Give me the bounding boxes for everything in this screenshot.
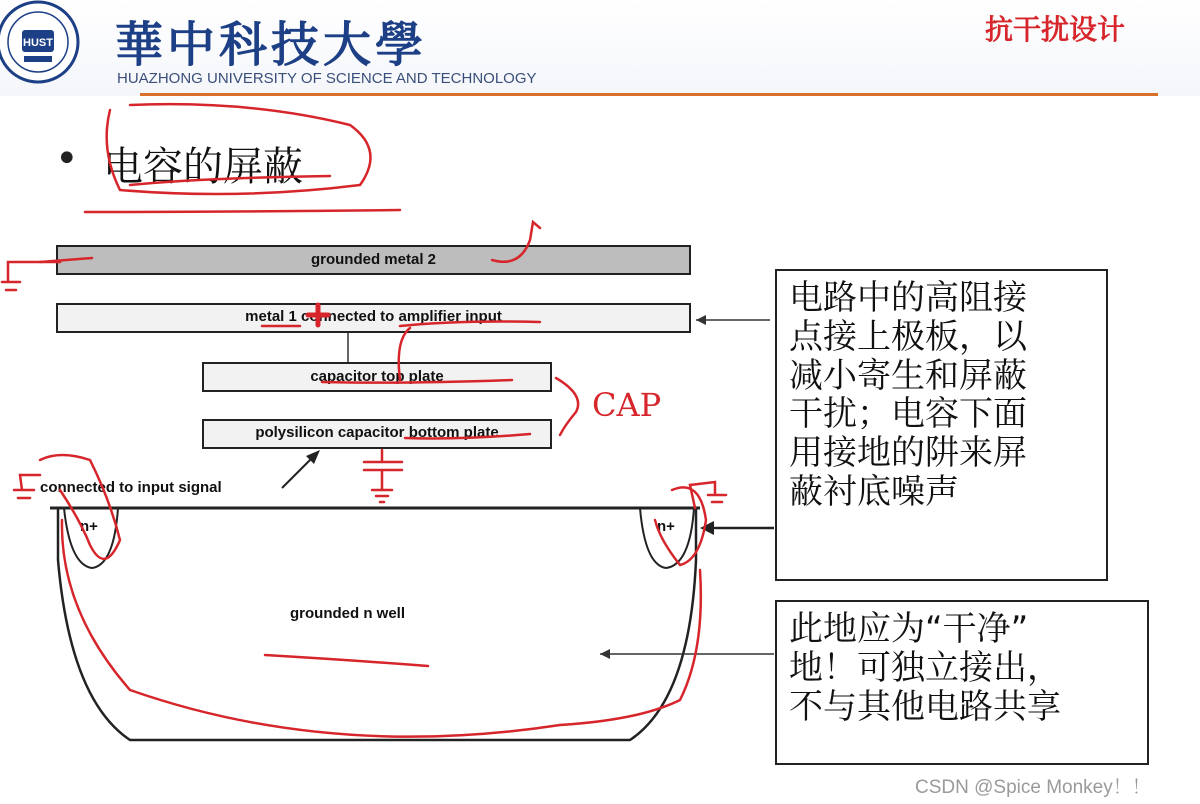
cap-bottom-label: polysilicon capacitor bottom plate xyxy=(255,424,499,441)
red-cross-mark xyxy=(308,305,328,325)
connect-stroke xyxy=(399,328,410,380)
nwell-underline xyxy=(265,655,428,666)
title-underline-stroke xyxy=(85,210,400,212)
note1-line: 点接上极板，以 xyxy=(789,316,1027,357)
logo-text: HUST xyxy=(23,37,53,49)
metal2-right-stroke xyxy=(492,222,540,262)
ground-symbol-left xyxy=(2,262,60,290)
note1-line: 蔽衬底噪声 xyxy=(789,471,959,512)
note2-line: 此地应为“干净” xyxy=(789,609,1029,649)
slide-title: 电容的屏蔽 xyxy=(103,144,303,190)
cap-bracket xyxy=(556,378,578,435)
note2-line: 地！可独立接出， xyxy=(789,647,1061,688)
note2-line: 不与其他电路共享 xyxy=(789,686,1061,727)
title-circle-stroke xyxy=(107,104,371,194)
title-underline-stroke-2 xyxy=(130,176,330,185)
input-signal-label: connected to input signal xyxy=(40,479,222,496)
note1-line: 用接地的阱来屏 xyxy=(789,433,1027,473)
cap-bottom-underline xyxy=(405,434,530,439)
well-outline-stroke xyxy=(62,520,701,737)
nwell-label: grounded n well xyxy=(290,605,405,622)
right-nplus-stroke xyxy=(655,487,706,565)
metal2-left-stroke xyxy=(40,258,92,262)
cap-top-label: capacitor top plate xyxy=(310,368,444,385)
cap-symbol xyxy=(364,450,402,502)
note1-line: 干扰；电容下面 xyxy=(789,394,1027,435)
cap-annotation: CAP xyxy=(592,386,662,424)
bullet-marker: • xyxy=(55,136,79,182)
watermark: CSDN @Spice Monkey！！ xyxy=(915,777,1151,798)
university-name-chinese: 華中科技大學 xyxy=(115,17,428,73)
ground-symbol-right xyxy=(690,482,726,508)
note1-line: 减小寄生和屏蔽 xyxy=(789,355,1027,396)
cap-top-underline xyxy=(322,380,512,383)
university-name-english: HUAZHONG UNIVERSITY OF SCIENCE AND TECHNOLOGY xyxy=(117,70,537,87)
metal1-underline xyxy=(400,322,540,327)
note1-line: 电路中的高阻接 xyxy=(789,278,1027,318)
left-signal-ground xyxy=(14,475,40,498)
nplus-left-label: n+ xyxy=(80,518,98,535)
metal2-label: grounded metal 2 xyxy=(310,251,437,268)
left-nplus-stroke xyxy=(40,455,120,559)
nplus-right-label: n+ xyxy=(657,518,675,535)
section-title: 抗干扰设计 xyxy=(985,13,1126,46)
metal1-label: metal 1 connected to amplifier input xyxy=(245,308,502,325)
